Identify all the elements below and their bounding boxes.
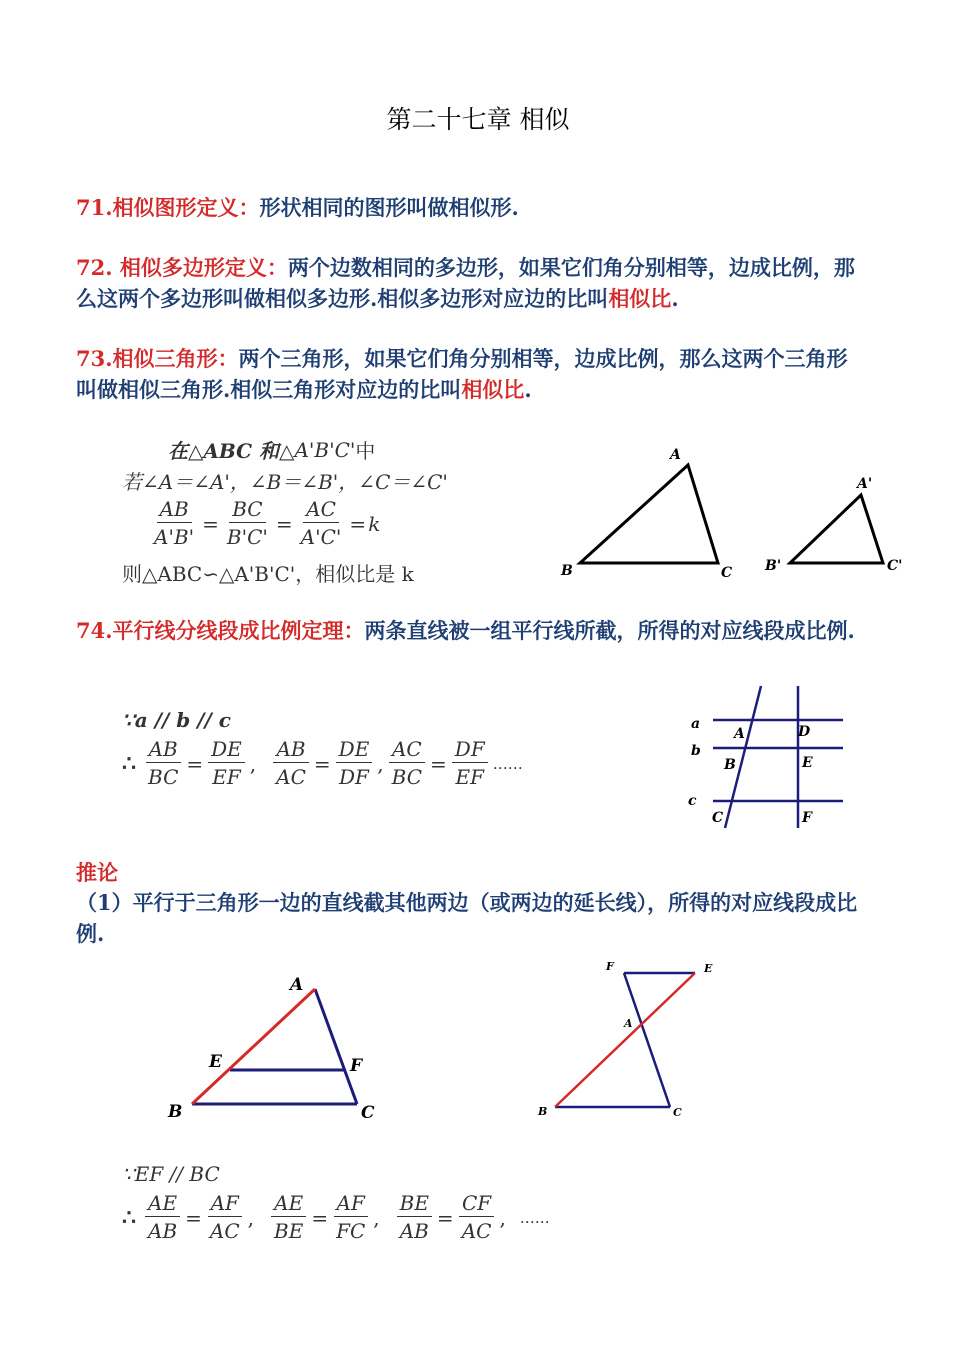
definition-71-label: 71.相似图形定义： bbox=[76, 195, 260, 220]
formula-73-line2: 若∠A＝∠A'，∠B＝∠B'，∠C＝∠C' bbox=[122, 470, 448, 494]
definition-73-body: 两个三角形，如果它们角分别相等，边成比例，那么这两个三角形叫做相似三角形.相似三角形对应边的比叫 bbox=[76, 346, 848, 402]
fraction bbox=[397, 1190, 432, 1245]
definition-71 bbox=[76, 192, 866, 223]
definition-72-body: 两个边数相同的多边形，如果它们角分别相等，边成比例，那么这两个多边形叫做相似多边形.相似多边形对应边的比叫 bbox=[76, 255, 855, 311]
fraction bbox=[151, 496, 197, 551]
formula-73-line1b: A'B'C' bbox=[294, 437, 356, 462]
definition-73 bbox=[76, 343, 866, 405]
label-A: A bbox=[670, 447, 681, 463]
fraction bbox=[389, 736, 425, 791]
fraction-numerator: AE bbox=[145, 1190, 180, 1217]
definition-72-label: 72. 相似多边形定义： bbox=[76, 255, 288, 280]
label-B: B bbox=[724, 757, 736, 773]
fraction bbox=[208, 736, 245, 791]
label-c: c bbox=[688, 793, 697, 809]
label-F: F bbox=[350, 1056, 363, 1076]
formula-74-ratios: ∴ $\frac{AB}{BC}$ = $\frac{DE}{EF}$ , $\frac{AB}{AC}$ = $\frac{DE}{DF}$ , $\frac{AC}{BC}$ = $\frac{DF}{EF}$ …… bbox=[122, 737, 523, 789]
formula-73-line1a: 在△ABC 和△ bbox=[168, 439, 295, 463]
fraction-numerator: DE bbox=[208, 736, 245, 763]
label-C: C bbox=[712, 810, 724, 826]
fraction-numerator: BC bbox=[229, 496, 265, 523]
fraction-numerator: AE bbox=[271, 1190, 306, 1217]
label-C-prime: C' bbox=[887, 558, 903, 574]
side-ab bbox=[192, 989, 315, 1104]
label-C: C bbox=[721, 565, 733, 581]
formula-73-line1 bbox=[168, 435, 375, 464]
formula-corollary-ratios: ∴ $\frac{AE}{AB}$ = $\frac{AF}{AC}$ , $\frac{AE}{BE}$ = $\frac{AF}{FC}$ , $\frac{BE}{AB}$ = $\frac{CF}{AC}$ , …… bbox=[122, 1191, 550, 1243]
fraction-numerator: DF bbox=[452, 736, 488, 763]
side-ac bbox=[315, 989, 357, 1104]
ellipsis: …… bbox=[492, 754, 523, 773]
label-F: F bbox=[606, 960, 614, 973]
formula-73-ratio: $\frac{AB}{A'B'}$ = $\frac{BC}{B'C'}$ = $\frac{AC}{A'C'}$ = k bbox=[148, 496, 380, 551]
fraction bbox=[333, 1190, 368, 1245]
chapter-title: 第二十七章 相似 bbox=[386, 105, 570, 134]
fraction bbox=[224, 496, 271, 551]
fraction-denominator: B'C' bbox=[226, 525, 268, 549]
fraction-denominator: BC bbox=[148, 765, 179, 789]
label-B-prime: B' bbox=[765, 558, 782, 574]
formula-73-line4: 则△ABC∽△A'B'C'，相似比是 k bbox=[122, 562, 414, 586]
label-a: a bbox=[691, 716, 701, 732]
formula-74-since: ∵a // b // c bbox=[122, 708, 231, 732]
fraction bbox=[207, 1190, 243, 1245]
label-B: B bbox=[538, 1105, 548, 1118]
corollary-triangle-figure bbox=[160, 965, 400, 1125]
fraction bbox=[336, 736, 373, 791]
fraction-numerator: AF bbox=[208, 1190, 242, 1217]
fraction-denominator: FC bbox=[336, 1219, 366, 1243]
ratio-k: k bbox=[368, 511, 381, 536]
label-E: E bbox=[209, 1052, 222, 1072]
formula-73-line1c: 中 bbox=[355, 439, 376, 463]
fraction-numerator: AF bbox=[334, 1190, 368, 1217]
fraction-denominator: BC bbox=[391, 765, 423, 789]
label-A: A bbox=[734, 726, 745, 742]
therefore-symbol: ∴ bbox=[122, 1204, 136, 1231]
parallel-lines-figure bbox=[680, 680, 860, 840]
triangle-a1b1c1 bbox=[790, 495, 883, 563]
definition-72-end: . bbox=[671, 286, 679, 311]
fraction bbox=[271, 1190, 306, 1245]
fraction-numerator: AB bbox=[157, 496, 192, 523]
corollary-hourglass-figure bbox=[530, 955, 730, 1125]
label-A: A bbox=[624, 1017, 633, 1030]
fraction-denominator: A'B' bbox=[154, 525, 195, 549]
fraction-numerator: DE bbox=[336, 736, 373, 763]
similar-triangles-figure bbox=[555, 440, 915, 590]
fraction-denominator: A'C' bbox=[300, 525, 342, 549]
ellipsis: …… bbox=[519, 1208, 550, 1227]
label-F: F bbox=[802, 810, 812, 826]
fraction-numerator: AB bbox=[273, 736, 308, 763]
fraction bbox=[145, 1190, 180, 1245]
fraction-denominator: EF bbox=[212, 765, 241, 789]
theorem-74-body: 两条直线被一组平行线所截，所得的对应线段成比例. bbox=[364, 618, 855, 643]
label-C: C bbox=[361, 1103, 375, 1123]
label-E: E bbox=[704, 962, 713, 975]
corollary-body: （1）平行于三角形一边的直线截其他两边（或两边的延长线），所得的对应线段成比例. bbox=[76, 890, 858, 946]
fraction bbox=[273, 736, 309, 791]
triangle-abc bbox=[580, 465, 718, 563]
fraction-denominator: DF bbox=[339, 765, 369, 789]
fraction-denominator: AB bbox=[399, 1219, 429, 1243]
fraction bbox=[298, 496, 345, 551]
label-B: B bbox=[561, 563, 573, 579]
fraction bbox=[459, 1190, 495, 1245]
fraction-denominator: AC bbox=[461, 1219, 492, 1243]
fraction-numerator: BE bbox=[397, 1190, 432, 1217]
definition-71-body: 形状相同的图形叫做相似形. bbox=[259, 195, 519, 220]
fraction-numerator: AC bbox=[389, 736, 425, 763]
label-C: C bbox=[673, 1106, 682, 1119]
fraction-denominator: AC bbox=[209, 1219, 240, 1243]
label-A-prime: A' bbox=[857, 476, 873, 492]
segment-fc bbox=[624, 973, 670, 1107]
label-B: B bbox=[168, 1102, 183, 1122]
definition-73-term: 相似比 bbox=[461, 377, 525, 402]
fraction bbox=[452, 736, 488, 791]
label-A: A bbox=[290, 975, 304, 995]
fraction bbox=[145, 736, 181, 791]
theorem-74 bbox=[76, 615, 866, 646]
formula-corollary-since: ∵EF // BC bbox=[122, 1162, 220, 1186]
label-E: E bbox=[802, 755, 813, 771]
therefore-symbol: ∴ bbox=[122, 750, 136, 777]
definition-72 bbox=[76, 252, 866, 314]
corollary-heading: 推论 bbox=[76, 860, 118, 885]
definition-72-term: 相似比 bbox=[608, 286, 672, 311]
fraction-numerator: AB bbox=[146, 736, 181, 763]
label-D: D bbox=[798, 724, 811, 740]
fraction-denominator: AB bbox=[148, 1219, 178, 1243]
definition-73-label: 73.相似三角形： bbox=[76, 346, 239, 371]
fraction-denominator: BE bbox=[274, 1219, 304, 1243]
fraction-denominator: EF bbox=[455, 765, 484, 789]
label-b: b bbox=[691, 743, 701, 759]
theorem-74-label: 74.平行线分线段成比例定理： bbox=[76, 618, 365, 643]
fraction-denominator: AC bbox=[276, 765, 306, 789]
fraction-numerator: CF bbox=[459, 1190, 494, 1217]
definition-73-end: . bbox=[524, 377, 532, 402]
segment-be bbox=[555, 973, 695, 1107]
fraction-numerator: AC bbox=[303, 496, 339, 523]
